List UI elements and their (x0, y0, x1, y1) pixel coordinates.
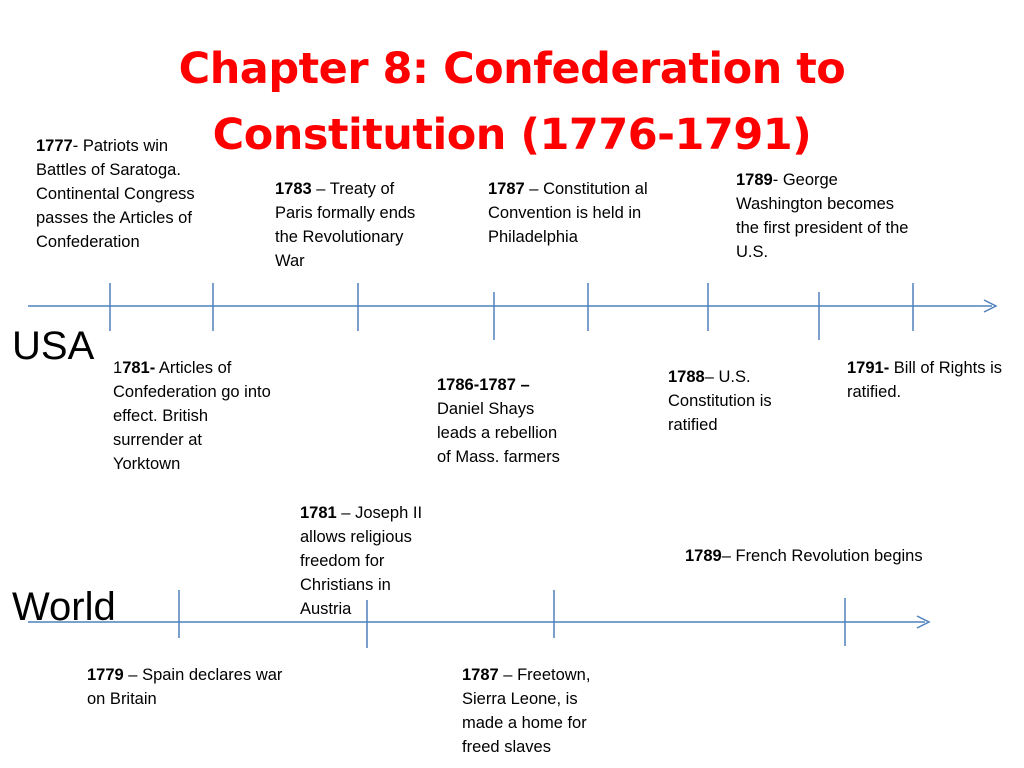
title-line-2: Constitution (1776-1791) (212, 110, 812, 160)
event-year: 1779 (87, 666, 124, 684)
event-text: U.S. Constitution is ratified (668, 368, 772, 434)
event-year: 1789 (685, 547, 722, 565)
event-year: 1791- (847, 359, 890, 377)
world-timeline (28, 590, 929, 648)
event-year: 1788 (668, 368, 705, 386)
event-year: 1783 (275, 180, 312, 198)
event-sep: - (72, 137, 83, 155)
title-line-1: Chapter 8: Confederation to (178, 44, 846, 94)
usa-event-1781 (113, 356, 273, 476)
event-text: George Washington becomes the first president of the U.S. (736, 171, 909, 261)
event-sep: – (704, 368, 719, 386)
event-year-prefix: 1 (113, 359, 123, 377)
world-event-1779 (87, 663, 287, 711)
event-text: Patriots win Battles of Saratoga. Continental Congress passes the Articles of Confederation (36, 137, 195, 251)
event-text: Joseph II allows religious freedom for Christians in Austria (300, 504, 423, 618)
usa-event-1787-convention (488, 177, 648, 249)
event-text: Treaty of Paris formally ends the Revolutionary War (275, 180, 416, 270)
usa-timeline (28, 283, 996, 340)
event-year: 1787 (462, 666, 499, 684)
lane-label-usa: USA (12, 324, 95, 368)
world-event-1781 (300, 501, 445, 621)
event-sep: – (721, 547, 736, 565)
usa-event-1783 (275, 177, 420, 273)
usa-event-1788 (668, 365, 783, 437)
world-event-1787 (462, 663, 622, 759)
event-year: 1781 (300, 504, 337, 522)
event-year: 1787 (488, 180, 525, 198)
event-year: 1777 (36, 137, 73, 155)
event-sep: - (772, 171, 783, 189)
lane-label-world: World (12, 585, 116, 629)
world-event-1789 (685, 544, 985, 568)
event-text: Daniel Shays leads a rebellion of Mass. farmers (437, 400, 560, 466)
event-text: French Revolution begins (735, 547, 923, 565)
event-sep: – (123, 666, 143, 684)
usa-event-1791 (847, 356, 1012, 404)
event-text: Constitution al Convention is held in Philadelphia (488, 180, 648, 246)
event-year: 1786-1787 – (437, 376, 530, 394)
event-sep: – (311, 180, 330, 198)
event-sep: – (498, 666, 518, 684)
event-year: 781- (122, 359, 156, 377)
event-text: Spain declares war on Britain (87, 666, 283, 708)
usa-event-1777 (36, 134, 206, 254)
event-text: Freetown, Sierra Leone, is made a home for freed slaves (462, 666, 591, 756)
event-year: 1789 (736, 171, 773, 189)
usa-event-1786-1787 (437, 373, 562, 469)
event-text: Articles of Confederation go into effect. British surrender at Yorktown (113, 359, 271, 473)
usa-event-1789-washington (736, 168, 916, 264)
event-sep: – (336, 504, 356, 522)
event-sep: – (524, 180, 544, 198)
event-text: Bill of Rights is ratified. (847, 359, 1002, 401)
